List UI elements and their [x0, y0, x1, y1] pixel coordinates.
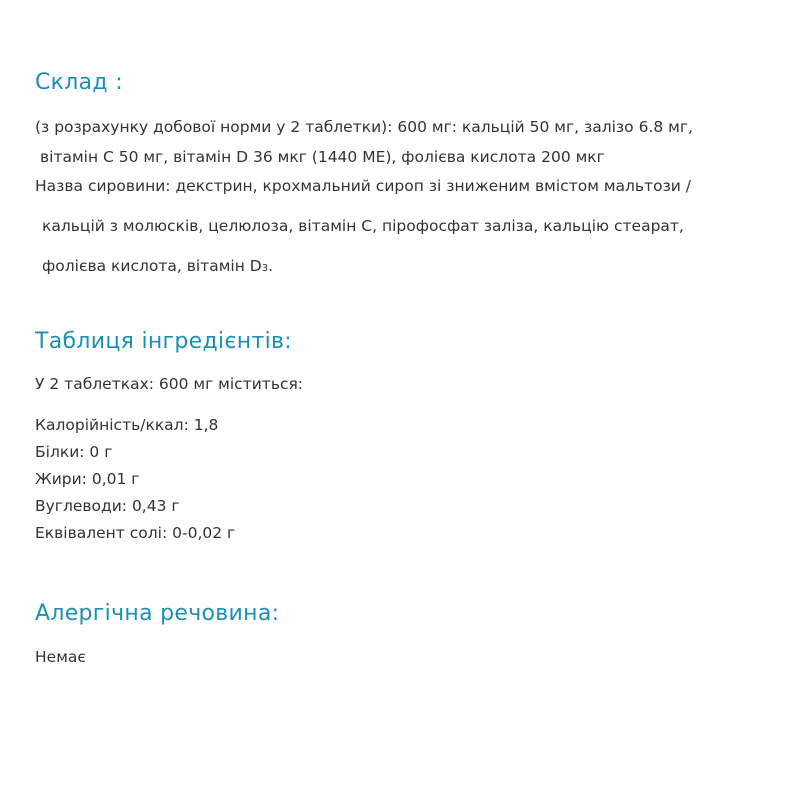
nutrition-item-salt: Еквівалент солі: 0-0,02 г: [35, 524, 236, 542]
allergen-value: Немає: [35, 648, 86, 666]
nutrition-item-carbohydrates: Вуглеводи: 0,43 г: [35, 497, 180, 515]
ingredients-heading: Таблиця інгредієнтів:: [35, 329, 292, 354]
nutrition-item-fat: Жири: 0,01 г: [35, 470, 140, 488]
raw-materials-line-3-end: .: [268, 257, 274, 275]
raw-materials-line-3: [42, 257, 273, 275]
raw-materials-line-3-text: фолієва кислота, вітамін D: [42, 257, 262, 275]
vitamin-d3-subscript: 3: [261, 263, 269, 274]
raw-materials-line-1: Назва сировини: декстрин, крохмальний сироп зі зниженим вмістом мальтози /: [35, 177, 692, 195]
allergen-heading: Алергічна речовина:: [35, 601, 280, 626]
nutrition-item-protein: Білки: 0 г: [35, 443, 113, 461]
nutrition-item-calories: Калорійність/ккал: 1,8: [35, 416, 219, 434]
composition-heading: Склад :: [35, 70, 123, 95]
composition-line-1: (з розрахунку добової норми у 2 таблетки): 600 мг: кальцій 50 мг, залізо 6.8 мг,: [35, 118, 693, 136]
ingredients-intro: У 2 таблетках: 600 мг міститься:: [35, 375, 304, 393]
composition-line-2: вітамін C 50 мг, вітамін D 36 мкг (1440 ME), фолієва кислота 200 мкг: [40, 148, 605, 166]
raw-materials-line-2: кальцій з молюсків, целюлоза, вітамін C, пірофосфат заліза, кальцію стеарат,: [42, 217, 684, 235]
